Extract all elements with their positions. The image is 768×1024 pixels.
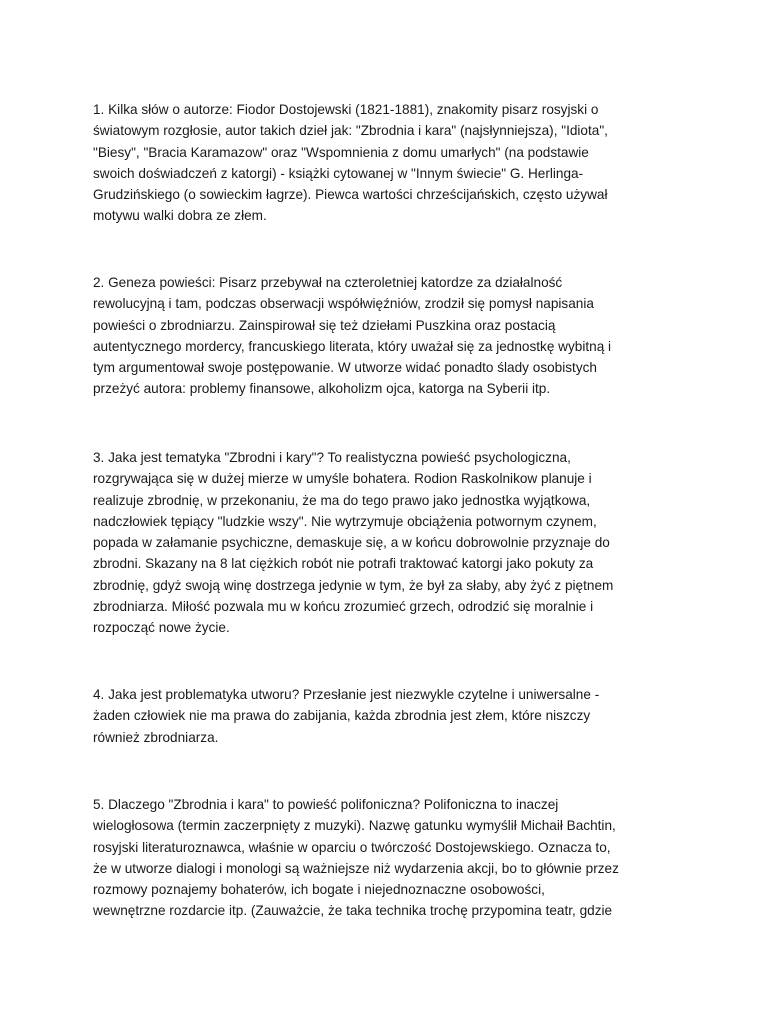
text-line: Grudzińskiego (o sowieckim łagrze). Piewca wartości chrześcijańskich, często używał: [93, 187, 608, 203]
paragraph-themes: [93, 447, 693, 639]
text-line: zbrodni. Skazany na 8 lat ciężkich robót nie potrafi traktować katorgi jako pokuty za: [93, 556, 594, 572]
text-line: rosyjski literaturoznawca, właśnie w oparciu o twórczość Dostojewskiego. Oznacza to,: [93, 839, 611, 855]
paragraph-problems: [93, 684, 693, 748]
text-line: tym argumentował swoje postępowanie. W utworze widać ponadto ślady osobistych: [93, 360, 597, 376]
text-line: żaden człowiek nie ma prawa do zabijania, każda zbrodnia jest złem, które niszczy: [93, 708, 591, 724]
paragraph-polyphonic: [93, 794, 693, 922]
text-line: zbrodniarza. Miłość pozwala mu w końcu zrozumieć grzech, odrodzić się moralnie i: [93, 599, 594, 615]
text-line: przeżyć autora: problemy finansowe, alkoholizm ojca, katorga na Syberii itp.: [93, 381, 551, 397]
text-line: swoich doświadczeń z katorgi) - książki cytowanej w "Innym świecie" G. Herlinga-: [93, 165, 584, 181]
text-line: 3. Jaka jest tematyka "Zbrodni i kary"? To realistyczna powieść psychologiczna,: [93, 450, 571, 465]
text-line: że w utworze dialogi i monologi są ważniejsze niż wydarzenia akcji, bo to głównie przez: [93, 860, 619, 876]
text-line: nadczłowiek tępiący "ludzkie wszy". Nie wytrzymuje obciążenia potwornym czynem,: [93, 513, 597, 529]
text-line: również zbrodniarza.: [93, 729, 219, 745]
paragraph-genesis: [93, 272, 693, 400]
text-line: wewnętrzne rozdarcie itp. (Zauważcie, że taka technika trochę przypomina teatr, gdzie: [93, 903, 613, 919]
text-line: rozmowy poznajemy bohaterów, ich bogate i niejednoznaczne osobowości,: [93, 882, 545, 898]
text-line: 1. Kilka słów o autorze: Fiodor Dostojewski (1821-1881), znakomity pisarz rosyjski o: [93, 102, 599, 117]
text-line: rozgrywająca się w dużej mierze w umyśle bohatera. Rodion Raskolnikow planuje i: [93, 471, 592, 487]
text-line: 2. Geneza powieści: Pisarz przebywał na czteroletniej katordze za działalność: [93, 275, 563, 290]
text-line: powieści o zbrodniarzu. Zainspirował się też dziełami Puszkina oraz postacią: [93, 317, 556, 333]
text-line: 5. Dlaczego "Zbrodnia i kara" to powieść polifoniczna? Polifoniczna to inaczej: [93, 797, 559, 812]
text-line: 4. Jaka jest problematyka utworu? Przesłanie jest niezwykle czytelne i uniwersalne -: [93, 687, 600, 702]
text-line: zbrodnię, gdyż swoją winę dostrzega jedynie w tym, że był za słaby, aby żyć z piętnem: [93, 577, 614, 593]
text-line: światowym rozgłosie, autor takich dzieł jak: "Zbrodnia i kara" (najsłynniejsza), "Idiota",: [93, 123, 608, 139]
text-line: rozpocząć nowe życie.: [93, 620, 230, 636]
text-line: popada w załamanie psychiczne, demaskuje się, a w końcu dobrowolnie przyznaje do: [93, 535, 610, 551]
paragraph-about-author: [93, 99, 693, 227]
text-line: autentycznego mordercy, francuskiego literata, który uważał się za jednostkę wybitną i: [93, 338, 612, 354]
text-line: rewolucyjną i tam, podczas obserwacji współwięźniów, zrodził się pomysł napisania: [93, 296, 594, 312]
text-line: realizuje zbrodnię, w przekonaniu, że ma do tego prawo jako jednostka wyjątkowa,: [93, 492, 591, 508]
text-line: "Biesy", "Bracia Karamazow" oraz "Wspomnienia z domu umarłych" (na podstawie: [93, 144, 589, 160]
text-line: wielogłosowa (termin zaczerpnięty z muzyki). Nazwę gatunku wymyślił Michaił Bachtin,: [93, 818, 616, 834]
text-line: motywu walki dobra ze złem.: [93, 208, 267, 224]
